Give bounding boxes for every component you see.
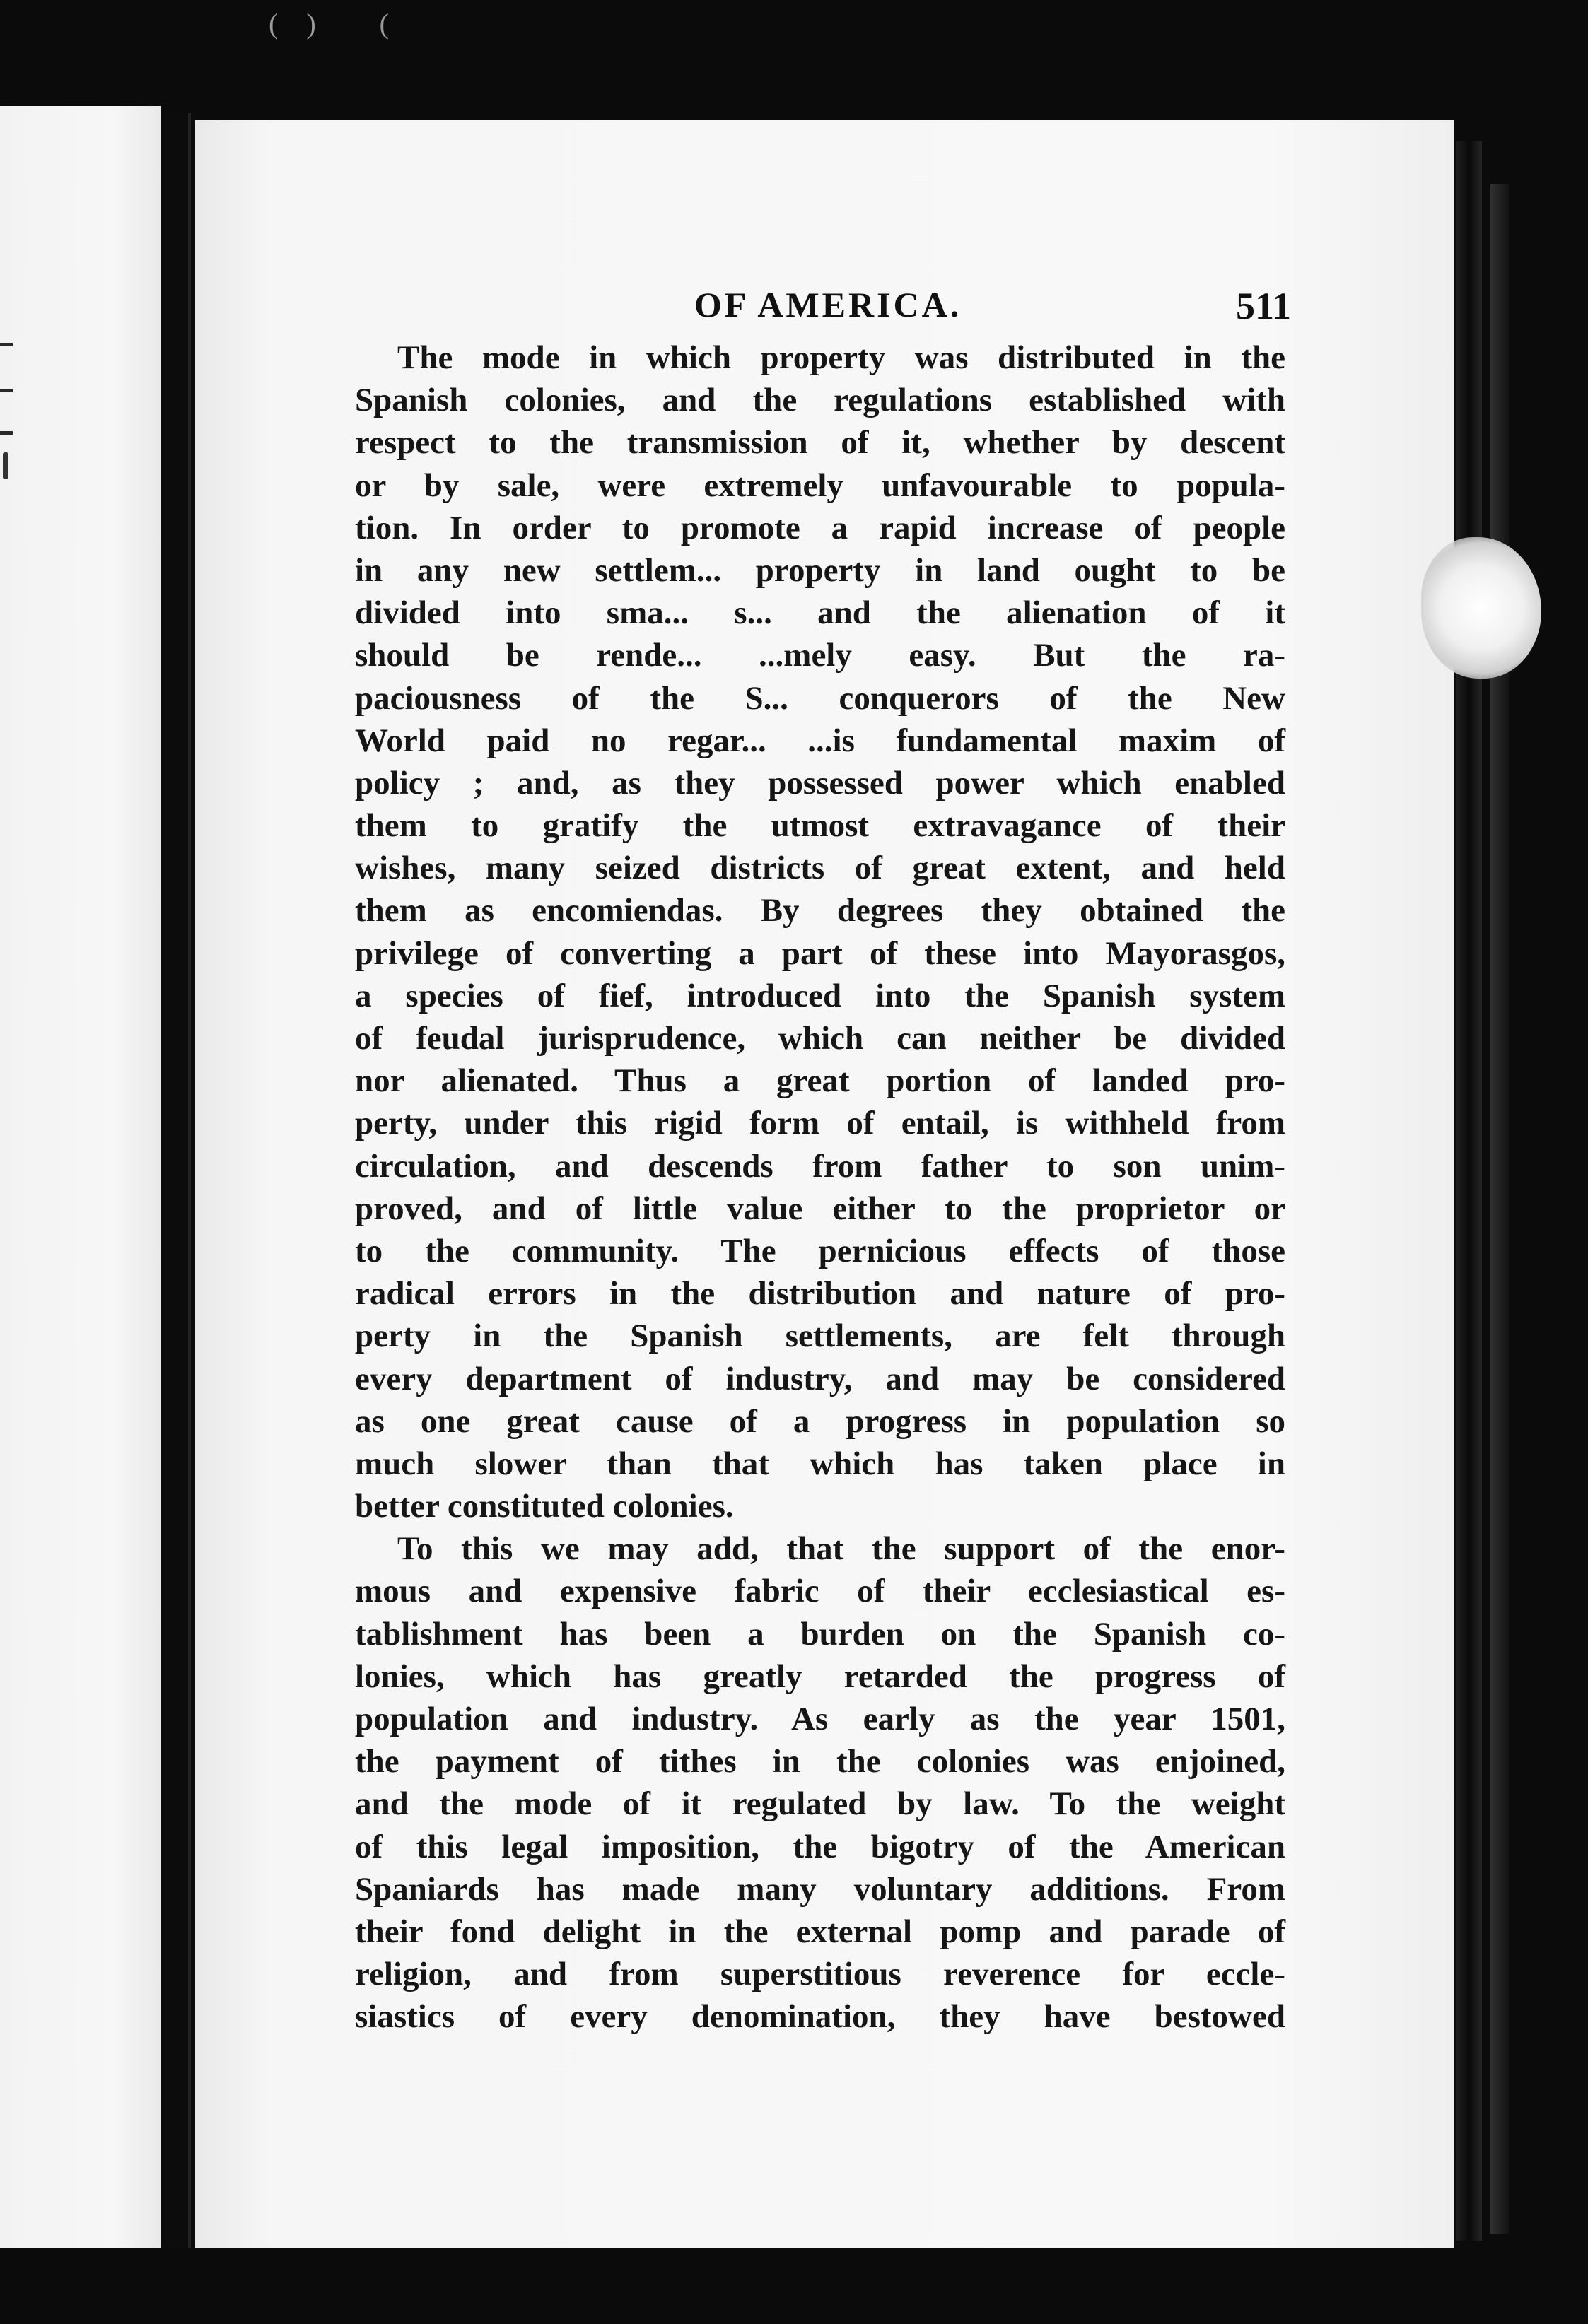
text-line: them to gratify the utmost extravagance of their	[355, 807, 1285, 845]
body-text	[355, 336, 1285, 2038]
text-line: perty in the Spanish settlements, are felt through	[355, 1317, 1285, 1355]
text-line: them as encomiendas. By degrees they obtained the	[355, 892, 1285, 929]
left-page-mark	[0, 431, 13, 435]
text-line: privilege of converting a part of these into Mayorasgos,	[355, 934, 1285, 972]
text-line: religion, and from superstitious reverence for eccle-	[355, 1956, 1285, 1993]
text-line: perty, under this rigid form of entail, is withheld from	[355, 1105, 1285, 1142]
running-head: OF AMERICA.	[694, 285, 962, 324]
text-line: of feudal jurisprudence, which can neither be divided	[355, 1020, 1285, 1057]
gutter-line	[188, 113, 191, 2248]
text-line: to the community. The pernicious effects of those	[355, 1232, 1285, 1269]
text-line: should be rende... ...mely easy. But the ra-	[355, 637, 1285, 674]
text-line: paciousness of the S... conquerors of the New	[355, 679, 1285, 717]
text-line: population and industry. As early as the year 1501,	[355, 1701, 1285, 1737]
text-line: much slower than that which has taken place in	[355, 1445, 1285, 1482]
page-edge-shadow	[1490, 184, 1509, 2234]
page-number: 511	[1235, 285, 1291, 327]
page-header	[344, 284, 1291, 334]
text-line: proved, and of little value either to the proprietor or	[355, 1190, 1285, 1227]
text-line: or by sale, were extremely unfavourable to popula-	[355, 466, 1285, 504]
text-line: their fond delight in the external pomp and parade of	[355, 1913, 1285, 1950]
left-page-mark	[0, 343, 13, 346]
left-page-mark	[0, 389, 13, 392]
left-page-edge	[0, 106, 161, 2248]
text-line: wishes, many seized districts of great extent, and held	[355, 850, 1285, 887]
text-line: and the mode of it regulated by law. To the weight	[355, 1785, 1285, 1823]
text-line: policy ; and, as they possessed power which enabled	[355, 764, 1285, 802]
left-page-mark	[3, 452, 8, 479]
text-line: tion. In order to promote a rapid increase of people	[355, 509, 1285, 546]
text-line: circulation, and descends from father to son unim-	[355, 1147, 1285, 1185]
text-line: divided into sma... s... and the alienation of it	[355, 594, 1285, 632]
text-line: nor alienated. Thus a great portion of landed pro-	[355, 1062, 1285, 1100]
text-line: World paid no regar... ...is fundamental maxim of	[355, 722, 1285, 759]
page-edge-shadow	[1456, 141, 1482, 2241]
text-line: siastics of every denomination, they have bestowed	[355, 1998, 1285, 2036]
text-line: better constituted colonies.	[355, 1488, 734, 1525]
text-line: To this we may add, that the support of the enor-	[397, 1530, 1285, 1568]
text-line: the payment of tithes in the colonies was enjoined,	[355, 1743, 1285, 1780]
text-line: lonies, which has greatly retarded the progress of	[355, 1657, 1285, 1695]
text-line: a species of fief, introduced into the Spanish system	[355, 977, 1285, 1014]
text-line: Spanish colonies, and the regulations established with	[355, 382, 1285, 419]
text-line: of this legal imposition, the bigotry of the American	[355, 1828, 1285, 1865]
text-line: every department of industry, and may be considered	[355, 1360, 1285, 1397]
paper-blemish	[1421, 537, 1541, 679]
text-line: in any new settlem... property in land ought to be	[355, 551, 1285, 589]
text-line: mous and expensive fabric of their ecclesiastical es-	[355, 1573, 1285, 1610]
text-line: as one great cause of a progress in population so	[355, 1402, 1285, 1440]
top-edge-mark: () (	[269, 8, 417, 40]
text-line: The mode in which property was distributed in the	[397, 339, 1285, 376]
text-line: Spaniards has made many voluntary additions. From	[355, 1870, 1285, 1908]
text-line: tablishment has been a burden on the Spanish co-	[355, 1615, 1285, 1653]
text-line: respect to the transmission of it, whether by descent	[355, 424, 1285, 462]
text-line: radical errors in the distribution and nature of pro-	[355, 1275, 1285, 1313]
